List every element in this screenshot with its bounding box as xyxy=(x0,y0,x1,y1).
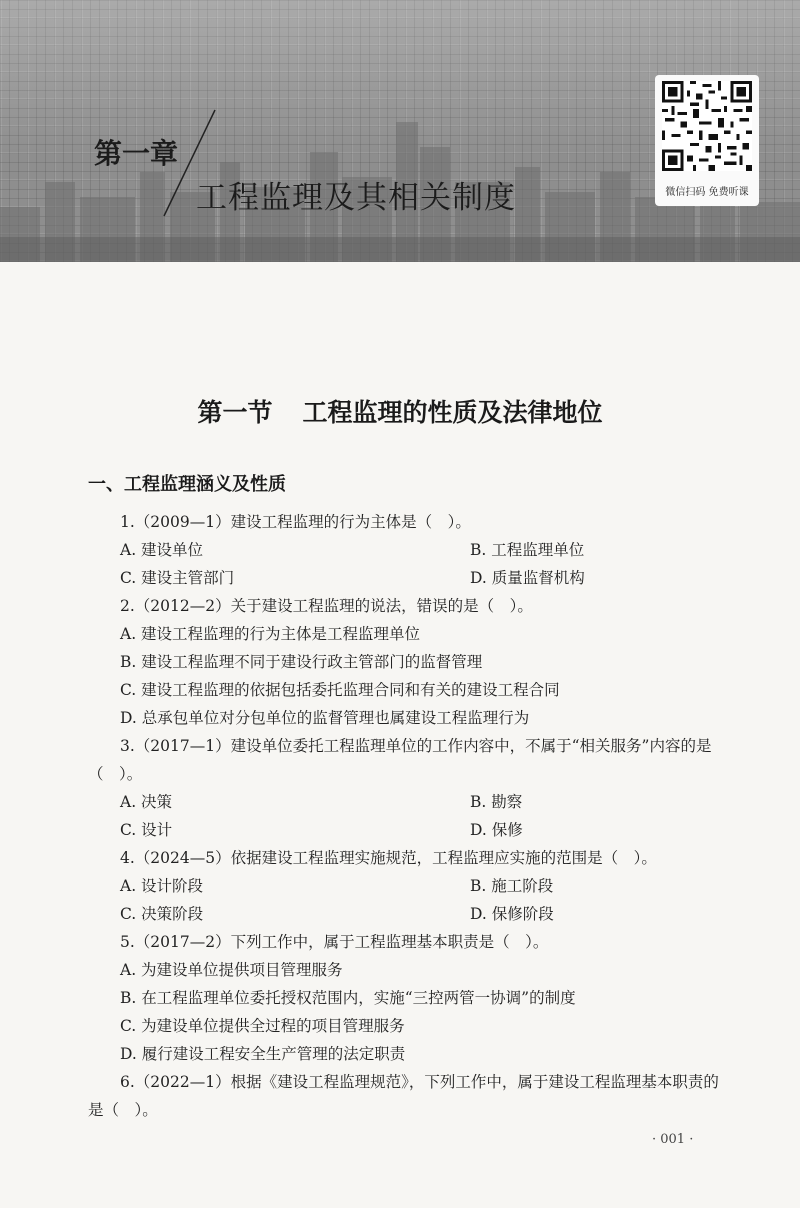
option-row xyxy=(88,564,728,592)
option: C. 设计 xyxy=(120,821,173,839)
option: A. 为建设单位提供项目管理服务 xyxy=(120,961,343,979)
option: B. 建设工程监理不同于建设行政主管部门的监督管理 xyxy=(120,653,483,671)
option: C. 建设主管部门 xyxy=(120,569,235,587)
section-title: 工程监理的性质及法律地位 xyxy=(302,398,603,427)
option: A. 建设单位 xyxy=(120,541,204,559)
option: D. 质量监督机构 xyxy=(470,569,585,587)
option-row xyxy=(88,816,728,844)
option: C. 决策阶段 xyxy=(120,905,204,923)
option: A. 设计阶段 xyxy=(120,877,204,895)
chapter-title: 工程监理及其相关制度 xyxy=(196,180,516,216)
option: B. 工程监理单位 xyxy=(470,541,585,559)
chapter-banner xyxy=(0,0,800,262)
question-stem: 5.（2017—2）下列工作中，属于工程监理基本职责是（ ）。 xyxy=(120,933,549,951)
option: D. 总承包单位对分包单位的监督管理也属建设工程监理行为 xyxy=(120,709,530,727)
question-stem: 1.（2009—1）建设工程监理的行为主体是（ ）。 xyxy=(120,513,471,531)
subsection-title: 一、工程监理涵义及性质 xyxy=(88,474,286,495)
option-row xyxy=(88,788,728,816)
option: A. 决策 xyxy=(120,793,173,811)
option-row xyxy=(88,900,728,928)
question-stem: 2.（2012—2）关于建设工程监理的说法，错误的是（ ）。 xyxy=(120,597,533,615)
question-stem: 3.（2017—1）建设单位委托工程监理单位的工作内容中，不属于“相关服务”内容的是（ ）。 xyxy=(88,737,712,783)
qr-code-icon[interactable] xyxy=(662,81,752,171)
option: B. 勘察 xyxy=(470,793,523,811)
question-stem: 4.（2024—5）依据建设工程监理实施规范，工程监理应实施的范围是（ ）。 xyxy=(120,849,657,867)
section-number: 第一节 xyxy=(197,398,273,427)
option: D. 保修阶段 xyxy=(470,905,554,923)
option: D. 履行建设工程安全生产管理的法定职责 xyxy=(120,1045,406,1063)
question-list xyxy=(88,508,728,1124)
option-row xyxy=(88,872,728,900)
qr-card xyxy=(655,75,759,206)
page-number: · 001 · xyxy=(652,1132,694,1147)
question-stem: 6.（2022—1）根据《建设工程监理规范》，下列工作中，属于建设工程监理基本职责的是（ ）。 xyxy=(88,1073,719,1119)
option: B. 施工阶段 xyxy=(470,877,554,895)
option: B. 在工程监理单位委托授权范围内，实施“三控两管一协调”的制度 xyxy=(120,989,576,1007)
option: A. 建设工程监理的行为主体是工程监理单位 xyxy=(120,625,421,643)
option-row xyxy=(88,536,728,564)
qr-caption: 微信扫码 免费听课 xyxy=(665,187,749,198)
option: C. 为建设单位提供全过程的项目管理服务 xyxy=(120,1017,405,1035)
chapter-number: 第一章 xyxy=(94,137,179,170)
option: D. 保修 xyxy=(470,821,523,839)
section-heading xyxy=(0,393,800,429)
option: C. 建设工程监理的依据包括委托监理合同和有关的建设工程合同 xyxy=(120,681,560,699)
